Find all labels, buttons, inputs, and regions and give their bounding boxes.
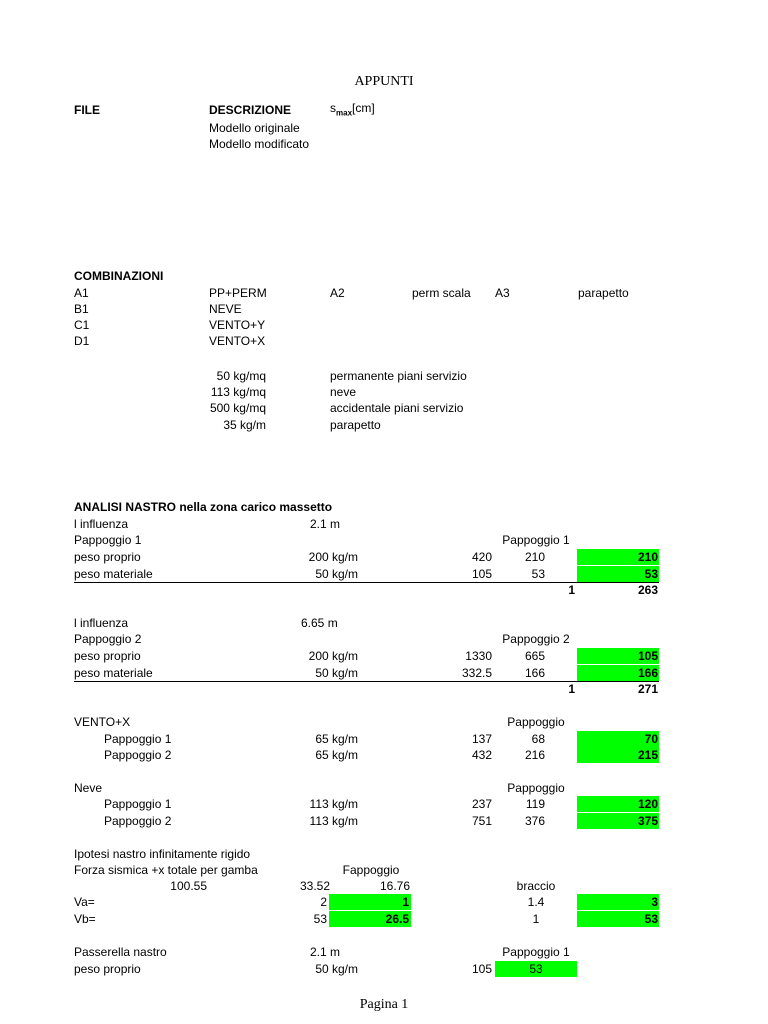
va-label: Va= [74,895,95,909]
vb-count: 53 [313,912,327,926]
row-result: 105 [637,649,658,663]
row-b: 376 [524,814,545,828]
row-result: 53 [529,962,543,976]
vento-head: Pappoggio [507,715,565,729]
page-number: Pagina 1 [359,997,409,1012]
row-label: peso proprio [74,962,141,976]
total-value: 263 [637,583,658,597]
row-result: 215 [637,748,658,762]
combo-desc: NEVE [209,302,242,316]
combo-desc: VENTO+Y [209,318,266,332]
row-label: Pappoggio 2 [104,748,172,762]
row-label: peso proprio [74,649,141,663]
row-result: 53 [644,567,658,581]
support-head: Pappoggio 1 [502,533,570,547]
row-b: 68 [531,732,545,746]
combo-code3: A3 [495,286,510,300]
smax-sub: max [336,108,353,118]
row-b: 119 [525,797,545,811]
load-value: 50 kg/mq [216,369,266,383]
row-a: 420 [471,550,492,564]
row-a: 237 [471,797,492,811]
force-half: 16.76 [379,879,410,893]
description-header: DESCRIZIONE [209,103,292,117]
row-result: 70 [644,732,658,746]
row-result: 166 [637,666,658,680]
support-label: Pappoggio 2 [74,632,142,646]
row-label: peso materiale [74,666,153,680]
row-label: Pappoggio 1 [104,732,172,746]
analisi-title-main: ANALISI NASTRO [74,500,176,514]
row-load: 50 kg/m [315,567,358,581]
load-value: 35 kg/m [223,418,266,432]
row-load: 113 kg/m [309,814,358,828]
fappoggio-head: Fappoggio [342,863,400,877]
passerella-length: 2.1 m [310,945,341,959]
combo-code2: A2 [330,286,345,300]
row-a: 751 [471,814,492,828]
row-b: 210 [524,550,545,564]
influence-label: l influenza [74,517,129,531]
row-a: 137 [471,732,492,746]
passerella-label: Passerella nastro [74,945,167,959]
va-force: 1 [402,895,409,909]
combo-desc: VENTO+X [209,334,266,348]
vb-force: 26.5 [385,912,409,926]
row-b: 166 [524,666,545,680]
neve-title: Neve [74,781,103,795]
row-load: 113 kg/m [309,797,358,811]
row-load: 50 kg/m [315,666,358,680]
row-a: 105 [471,962,492,976]
row-a: 1330 [465,649,492,663]
file-header: FILE [74,103,100,117]
vb-braccio: 1 [532,912,540,926]
ipotesi-title: Ipotesi nastro infinitamente rigido [74,847,251,861]
analisi-title [74,499,332,515]
row-a: 105 [471,567,492,581]
load-value: 113 kg/mq [210,385,266,399]
va-braccio: 1.4 [527,895,545,909]
row-label: Pappoggio 2 [104,814,172,828]
passerella-head: Pappoggio 1 [502,945,570,959]
row-load: 65 kg/m [315,748,358,762]
load-desc: parapetto [330,418,381,432]
row-load: 200 kg/m [308,550,358,564]
combo-code: B1 [74,302,89,316]
row-load: 50 kg/m [315,962,358,976]
row-b: 665 [524,649,545,663]
combo-code: C1 [74,318,90,332]
braccio-head: braccio [516,879,556,893]
row-b: 216 [524,748,545,762]
row-label: Pappoggio 1 [104,797,172,811]
total-factor: 1 [568,583,575,597]
smax-s: s [330,101,336,115]
row-result: 375 [637,814,658,828]
file-row-original: Modello originale [209,121,300,135]
va-count: 2 [320,895,327,909]
total-factor: 1 [568,682,575,696]
row-result: 210 [637,550,658,564]
row-load: 65 kg/m [315,732,358,746]
influence-value: 2.1 m [310,517,341,531]
page-title: APPUNTI [354,74,414,89]
row-a: 432 [471,748,492,762]
row-label: peso proprio [74,550,141,564]
total-value: 271 [637,682,658,696]
smax-unit: [cm] [352,101,375,115]
vento-title: VENTO+X [74,715,131,729]
smax-header [330,100,375,121]
influence-label: l influenza [74,616,129,630]
combo-code: D1 [74,334,90,348]
load-value: 500 kg/mq [209,401,266,415]
forza-label: Forza sismica +x totale per gamba [74,863,258,877]
load-desc: accidentale piani servizio [330,401,464,415]
support-head: Pappoggio 2 [502,632,570,646]
vb-label: Vb= [74,912,96,926]
row-result: 120 [637,797,658,811]
combo-desc2: perm scala [412,286,471,300]
file-row-modified: Modello modificato [209,137,310,151]
force-per-support: 33.52 [299,879,330,893]
row-load: 200 kg/m [308,649,358,663]
load-desc: neve [330,385,357,399]
neve-head: Pappoggio [507,781,565,795]
total-force: 100.55 [170,879,207,893]
combinazioni-title: COMBINAZIONI [74,269,164,283]
load-desc: permanente piani servizio [330,369,467,383]
row-label: peso materiale [74,567,153,581]
analisi-title-suffix: nella zona carico massetto [179,500,333,514]
combo-desc: PP+PERM [209,286,267,300]
support-label: Pappoggio 1 [74,533,142,547]
va-result: 3 [651,895,658,909]
row-b: 53 [531,567,545,581]
combo-code: A1 [74,286,89,300]
combo-desc3: parapetto [578,286,629,300]
row-a: 332.5 [461,666,492,680]
influence-value: 6.65 m [301,616,338,630]
vb-result: 53 [644,912,658,926]
